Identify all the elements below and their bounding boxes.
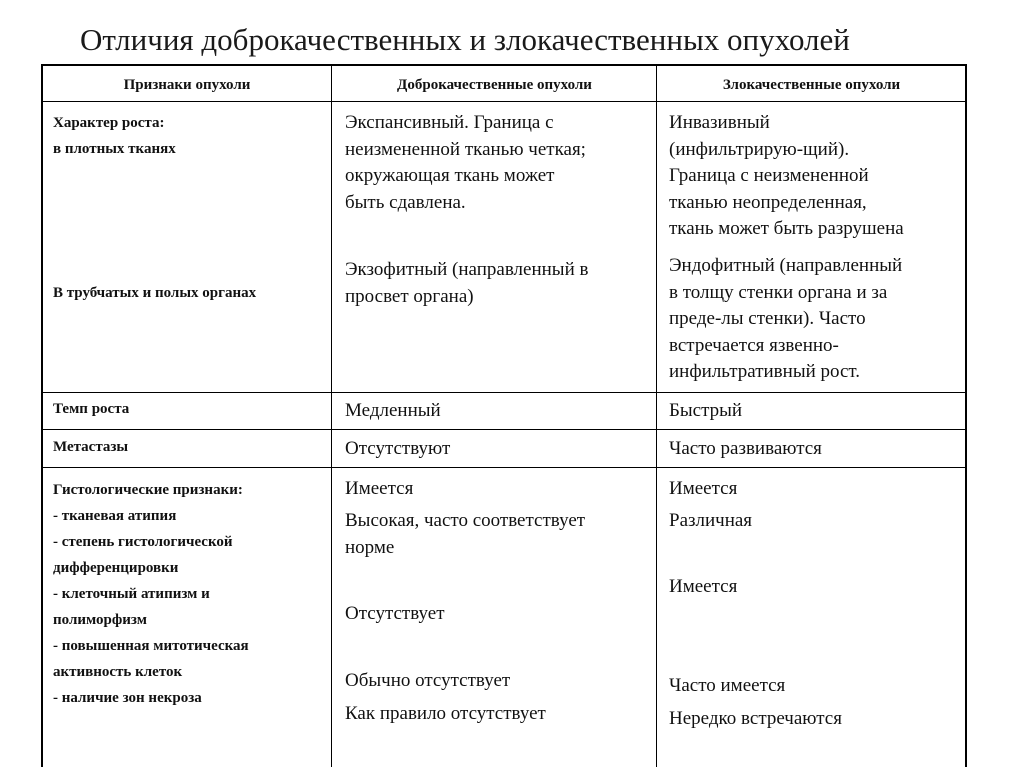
malignant-dense-line-5: ткань может быть разрушена <box>669 218 904 239</box>
label-mitotic-1: - повышенная митотическая <box>53 638 249 654</box>
malignant-hollow-line-2: в толщу стенки органа и за <box>669 281 888 303</box>
column-rule-1 <box>331 64 332 767</box>
growth-rule <box>41 392 967 393</box>
growth-label-line-1: Характер роста: <box>53 115 165 131</box>
benign-hollow-text <box>345 257 588 310</box>
metastases-benign: Отсутствуют <box>345 438 451 459</box>
malignant-dense-line-3: Граница с неизмененной <box>669 165 869 186</box>
benign-dense-line-3: окружающая ткань может <box>345 165 555 186</box>
benign-differentiation-line-2: норме <box>345 536 395 558</box>
growth-label <box>53 110 176 162</box>
malignant-atypia: Имеется <box>669 478 738 499</box>
header-malignant: Злокачественные опухоли <box>722 77 901 93</box>
benign-dense-text <box>345 110 586 216</box>
benign-hollow-line-2: просвет органа) <box>345 285 474 307</box>
column-rule-2 <box>656 64 657 767</box>
malignant-dense-line-4: тканью неопределенная, <box>669 191 867 213</box>
benign-cell-atypism: Отсутствует <box>345 603 445 624</box>
label-cell-atypism-1: - клеточный атипизм и <box>53 586 210 602</box>
malignant-hollow-line-5: инфильтративный рост. <box>669 361 861 382</box>
benign-differentiation-line-1: Высокая, часто соответствует <box>345 510 586 531</box>
page-title: Отличия доброкачественных и злокачественных опухолей <box>80 22 850 57</box>
label-mitotic-2: активность клеток <box>53 664 183 680</box>
header-sign: Признаки опухоли <box>123 77 251 93</box>
malignant-dense-text <box>669 110 904 243</box>
malignant-hollow-line-4: встречается язвенно- <box>669 334 839 356</box>
header-benign: Доброкачественные опухоли <box>397 77 592 93</box>
benign-mitotic: Обычно отсутствует <box>345 670 511 691</box>
benign-hollow-line-1: Экзофитный (направленный в <box>345 259 589 280</box>
malignant-hollow-line-3: преде-лы стенки). Часто <box>669 308 866 329</box>
benign-dense-line-4: быть сдавлена. <box>345 191 466 213</box>
benign-dense-line-1: Экспансивный. Граница с <box>345 112 554 133</box>
histology-title: Гистологические признаки: <box>53 482 243 498</box>
label-necrosis: - наличие зон некроза <box>53 690 202 706</box>
malignant-necrosis: Нередко встречаются <box>669 708 842 729</box>
growth-label-line-2: в плотных тканях <box>53 141 176 157</box>
label-differentiation-2: дифференцировки <box>53 560 179 576</box>
histology-labels <box>53 477 249 711</box>
label-differentiation-1: - степень гистологической <box>53 534 233 550</box>
rate-label: Темп роста <box>53 401 130 417</box>
malignant-mitotic: Часто имеется <box>669 675 786 696</box>
malignant-hollow-text <box>669 253 902 386</box>
benign-atypia: Имеется <box>345 478 414 499</box>
label-cell-atypism-2: полиморфизм <box>53 612 147 628</box>
rate-malignant: Быстрый <box>669 400 743 421</box>
malignant-cell-atypism: Имеется <box>669 576 738 597</box>
benign-dense-line-2: неизмененной тканью четкая; <box>345 138 586 160</box>
benign-differentiation <box>345 508 585 561</box>
hollow-organs-label: В трубчатых и полых органах <box>53 285 257 301</box>
benign-necrosis: Как правило отсутствует <box>345 703 546 724</box>
rate-benign: Медленный <box>345 400 441 421</box>
malignant-differentiation: Различная <box>669 510 753 531</box>
malignant-dense-line-1: Инвазивный <box>669 112 770 133</box>
malignant-hollow-line-1: Эндофитный (направленный <box>669 255 903 276</box>
metastases-rule <box>41 467 967 468</box>
metastases-malignant: Часто развиваются <box>669 438 822 459</box>
malignant-dense-line-2: (инфильтрирую-щий). <box>669 138 850 160</box>
header-rule <box>41 101 967 102</box>
label-tissue-atypia: - тканевая атипия <box>53 508 177 524</box>
rate-rule <box>41 429 967 430</box>
metastases-label: Метастазы <box>53 439 129 455</box>
